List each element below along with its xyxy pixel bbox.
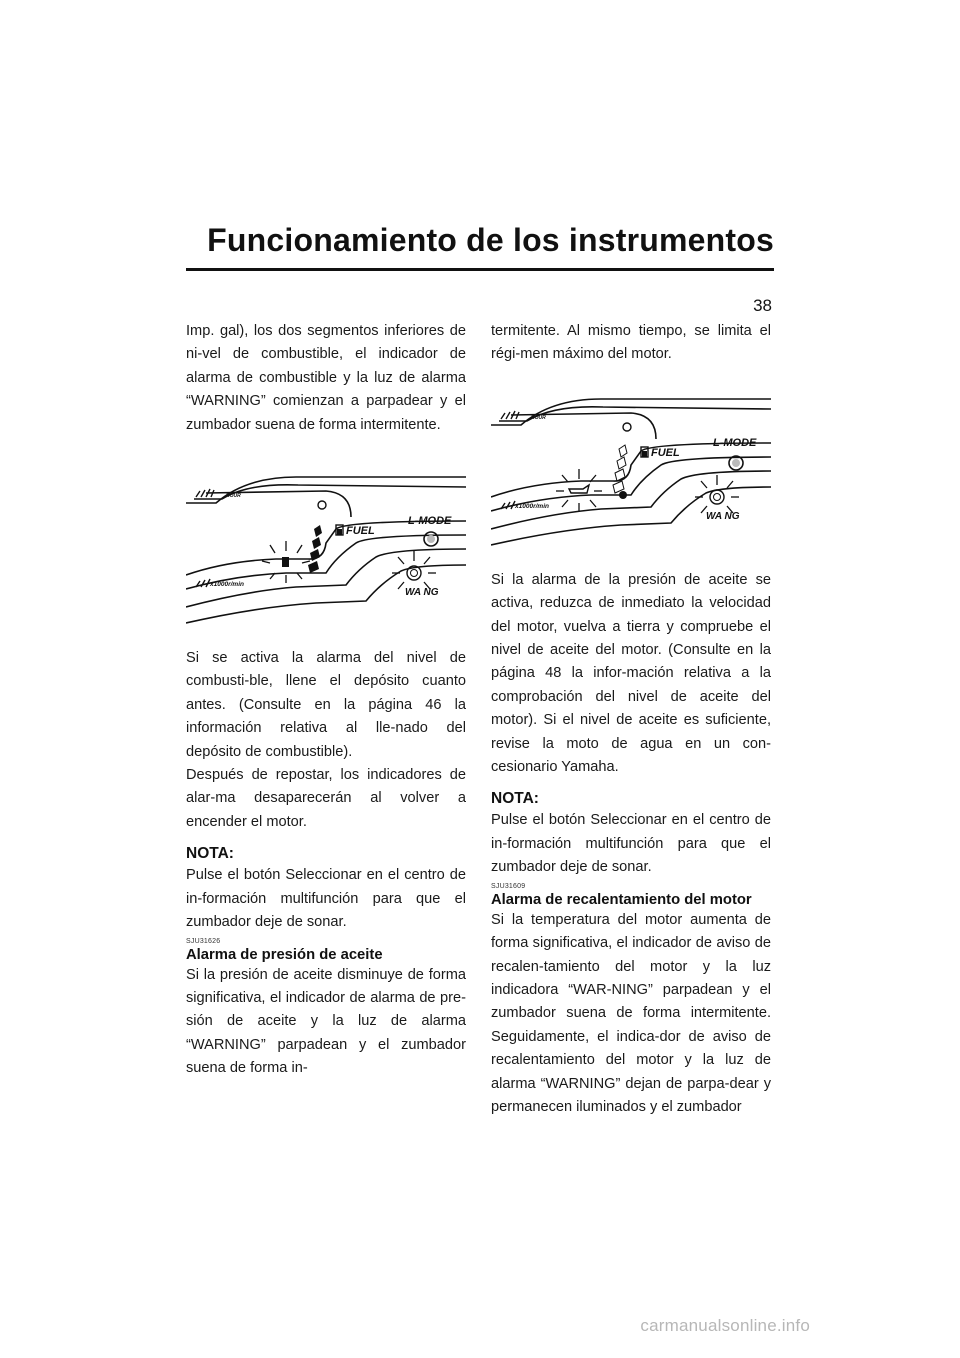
watermark: carmanualsonline.info xyxy=(640,1316,810,1335)
right-column xyxy=(491,320,771,1119)
fuel-label: FUEL xyxy=(651,446,680,459)
left-paragraph-2: Si se activa la alarma del nivel de combusti-ble, llene el depósito cuanto antes. (Consulte en la página 46 la información relativa al lle-nado del depósito de combustible). xyxy=(186,650,466,760)
left-paragraph-1: Imp. gal), los dos segmentos inferiores de ni-vel de combustible, el indicador de alarma de combustible y la luz de alarma “WARNING” comienzan a parpadear y el zumbador suena de forma intermitente. xyxy=(186,323,466,433)
section-code: SJU31609 xyxy=(491,882,526,890)
hour-label: HOUR xyxy=(531,414,546,421)
nota-text: Pulse el botón Seleccionar en el centro de in-formación multifunción para que el zumbador deje de sonar. xyxy=(186,867,466,931)
warning-label: WA NG xyxy=(706,510,740,522)
rpm-label: x1000r/min xyxy=(210,581,244,589)
nota-title: NOTA: xyxy=(186,845,234,863)
page-number: 38 xyxy=(753,296,772,315)
l-mode-label: L-MODE xyxy=(408,515,452,528)
section-code: SJU31626 xyxy=(186,937,221,945)
fuel-label: FUEL xyxy=(346,525,375,538)
hour-label: HOUR xyxy=(226,493,241,500)
page-title: Funcionamiento de los instrumentos xyxy=(207,222,774,258)
right-paragraph-2: Si la alarma de la presión de aceite se activa, reduzca de inmediato la velocidad del motor, vuelva a tierra y compruebe el nivel de aceite del motor. (Consulte en la página 48 la infor-mación relativa a la comprobación del nivel de aceite del motor). Si el nivel de aceite es suficiente, revise la moto de agua en un con-cesionario Yamaha. xyxy=(491,571,771,776)
warning-label: WA NG xyxy=(405,587,439,599)
title-rule xyxy=(186,268,774,271)
oil-alarm-dashboard-drawing xyxy=(491,383,771,555)
fuel-alarm-dashboard-drawing xyxy=(186,457,466,629)
fuel-alarm-figure xyxy=(186,457,466,629)
oil-pressure-alarm-figure xyxy=(491,383,771,555)
left-column xyxy=(186,320,466,1081)
rpm-label: x1000r/min xyxy=(515,502,549,510)
section-title-overheat: Alarma de recalentamiento del motor xyxy=(491,891,752,908)
left-paragraph-3: Después de repostar, los indicadores de alar-ma desaparecerán al volver a encender el motor. xyxy=(186,767,466,830)
nota-title: NOTA: xyxy=(491,790,539,808)
right-paragraph-3: Si la temperatura del motor aumenta de forma significativa, el indicador de aviso de recalen-tamiento del motor y la luz indicadora “WAR-NING” parpadean y el zumbador suena de forma intermitente. Seguidamente, el indica-dor de aviso de recalentamiento del motor y la luz de alarma “WARNING” dejan de parpa-dear y permanecen iluminados y el zumbador xyxy=(491,911,771,1115)
l-mode-label: L-MODE xyxy=(713,436,757,449)
right-paragraph-1: termitente. Al mismo tiempo, se limita el régi-men máximo del motor. xyxy=(491,323,771,363)
nota-text: Pulse el botón Seleccionar en el centro de in-formación multifunción para que el zumbador deje de sonar. xyxy=(491,812,771,876)
left-paragraph-4: Si la presión de aceite disminuye de forma significativa, el indicador de alarma de pre-sión de aceite y la luz de alarma “WARNING” parpadean y el zumbador suena de forma in- xyxy=(186,966,466,1077)
section-title-oil-pressure: Alarma de presión de aceite xyxy=(186,946,383,963)
